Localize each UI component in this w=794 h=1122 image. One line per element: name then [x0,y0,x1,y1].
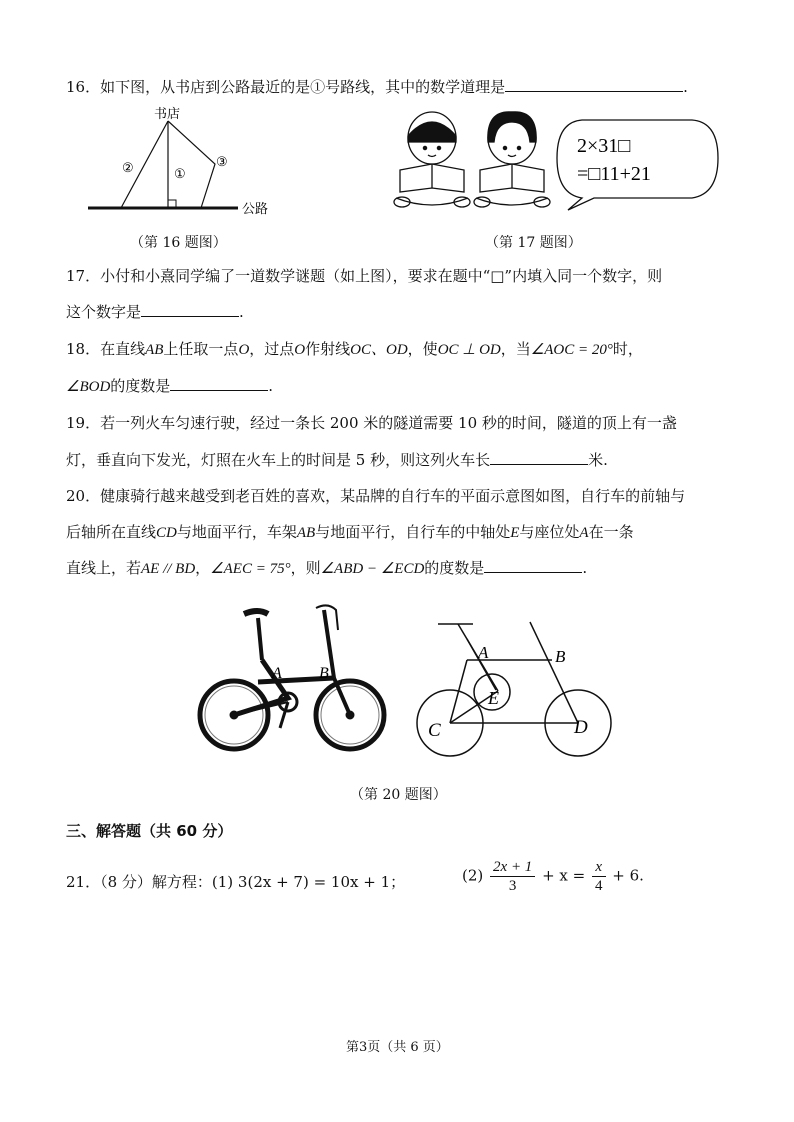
q18-bod: ∠BOD [66,379,111,395]
puzzle-line2: =□11+21 [577,163,651,185]
q17-line1: 17．小付和小熹同学编了一道数学谜题（如上图），要求在题中“□”内填入同一个数字，则 [66,267,663,285]
q20-line1: 20．健康骑行越来越受到老百姓的喜欢，某品牌的自行车的平面示意图如图，自行车的前轴与 [66,487,686,505]
q20-line2c: 与地面平行，自行车的中轴处 [315,523,511,541]
fig16-bookstore-label: 书店 [154,106,181,121]
bicycle-diagram [410,620,620,760]
q18-answer-blank [170,376,268,391]
fork-BD [530,622,578,723]
q20-expression: ∠ABD − ∠ECD [320,561,425,577]
q16-text: 16．如下图，从书店到公路最近的是①号路线，其中的数学道理是 [66,78,506,96]
bicycle-photo [196,600,392,752]
q18-perp: OC ⊥ OD [437,342,501,358]
q20-e: E [510,525,520,541]
q18-o: O [238,342,250,358]
q19-answer-blank [490,450,588,465]
q18-p7: 时， [612,340,643,358]
q21-fraction2-denominator: 4 [595,878,603,894]
diagram-label-A: A [478,643,489,662]
q20-line3a: 直线上，若 [66,559,142,577]
q18-p6: ，当 [500,340,531,358]
q21-part2 [462,858,644,895]
q20-line2 [66,522,634,543]
q18-p1: 18．在直线 [66,340,146,358]
q20-parallel: AE // BD [141,561,196,577]
q18-rays: OC、OD [350,342,408,358]
q18-p2: 上任取一点 [163,340,239,358]
fig17-illustration [392,108,722,216]
q21-part2-label: (2) [462,866,484,885]
puzzle-line1: 2×31□ [577,135,631,157]
diagram-label-B: B [555,647,566,666]
photo-label-B: B [319,665,329,682]
q18-ab: AB [145,342,164,358]
q21-label: 21．（8 分）解方程： [66,873,212,891]
q17-line2 [66,302,244,322]
q18-p5: ，使 [407,340,438,358]
fig16-label-1: ① [174,166,186,181]
child-left-illustration [394,112,470,207]
q19-end: 米. [588,451,608,469]
q21-part1: (1) 3(2x + 7) = 10x + 1； [211,873,406,891]
section3-heading: 三、解答题（共 60 分） [66,822,233,840]
q19-line2 [66,450,608,470]
fig20-caption: （第 20 题图） [350,787,447,803]
q18-end: . [268,377,274,395]
q21-fraction2-numerator: x [592,858,606,877]
q17-line2-text: 这个数字是 [66,303,142,321]
q21-fraction1 [490,858,535,895]
child-right-illustration [474,112,550,207]
q17-answer-blank [141,302,239,317]
diagram-label-E: E [488,688,499,708]
q20-line3d: 的度数是 [424,559,485,577]
diagram-label-C: C [428,720,441,741]
fig16-road-label: 公路 [242,201,269,216]
q19-line2-text: 灯，垂直向下发光，灯照在火车上的时间是 5 秒，则这列火车长 [66,451,491,469]
page-footer: 第3页（共 6 页） [346,1040,449,1055]
fig16-label-2: ② [122,160,134,175]
photo-label-A: A [272,665,282,682]
q20-line2d: 与座位处 [519,523,580,541]
q20-line3 [66,558,587,579]
q18-line2b: 的度数是 [110,377,171,395]
q16-line [66,77,688,97]
q18-o2: O [294,342,306,358]
q20-end: . [582,559,588,577]
q20-line2b: 与地面平行，车架 [176,523,297,541]
q18-p3: ，过点 [249,340,295,358]
q20-line3c: ，则 [290,559,321,577]
q20-ab: AB [296,525,316,541]
q17-end: . [239,303,244,321]
q18-line2 [66,376,273,397]
q20-angle: ∠AEC = 75° [210,561,291,577]
q20-a: A [579,525,589,541]
q18-p4: 作射线 [305,340,351,358]
q16-answer-blank [505,77,683,92]
fig16-diagram [88,106,288,218]
q21-line [66,872,405,892]
q20-line3b: ， [195,559,211,577]
q18-line1 [66,339,643,360]
q18-angle: ∠AOC = 20° [530,342,613,358]
q21-middle: + x = [542,866,586,885]
q16-end: . [683,78,688,96]
q21-tail: + 6. [612,866,644,885]
q20-line2a: 后轴所在直线 [66,523,157,541]
fig16-route3 [168,121,215,208]
q20-answer-blank [484,558,582,573]
q20-cd: CD [156,525,177,541]
diagram-label-D: D [574,717,588,738]
q21-fraction2 [592,858,606,895]
fig17-caption: （第 17 题图） [485,235,582,251]
q20-line2e: 在一条 [588,523,634,541]
q19-line1: 19．若一列火车匀速行驶，经过一条长 200 米的隧道需要 10 秒的时间，隧道的顶上有一盏 [66,414,677,432]
fig16-caption: （第 16 题图） [130,235,227,251]
q21-fraction1-numerator: 2x + 1 [490,858,535,877]
fig16-label-3: ③ [216,154,228,169]
q21-fraction1-denominator: 3 [508,878,517,894]
